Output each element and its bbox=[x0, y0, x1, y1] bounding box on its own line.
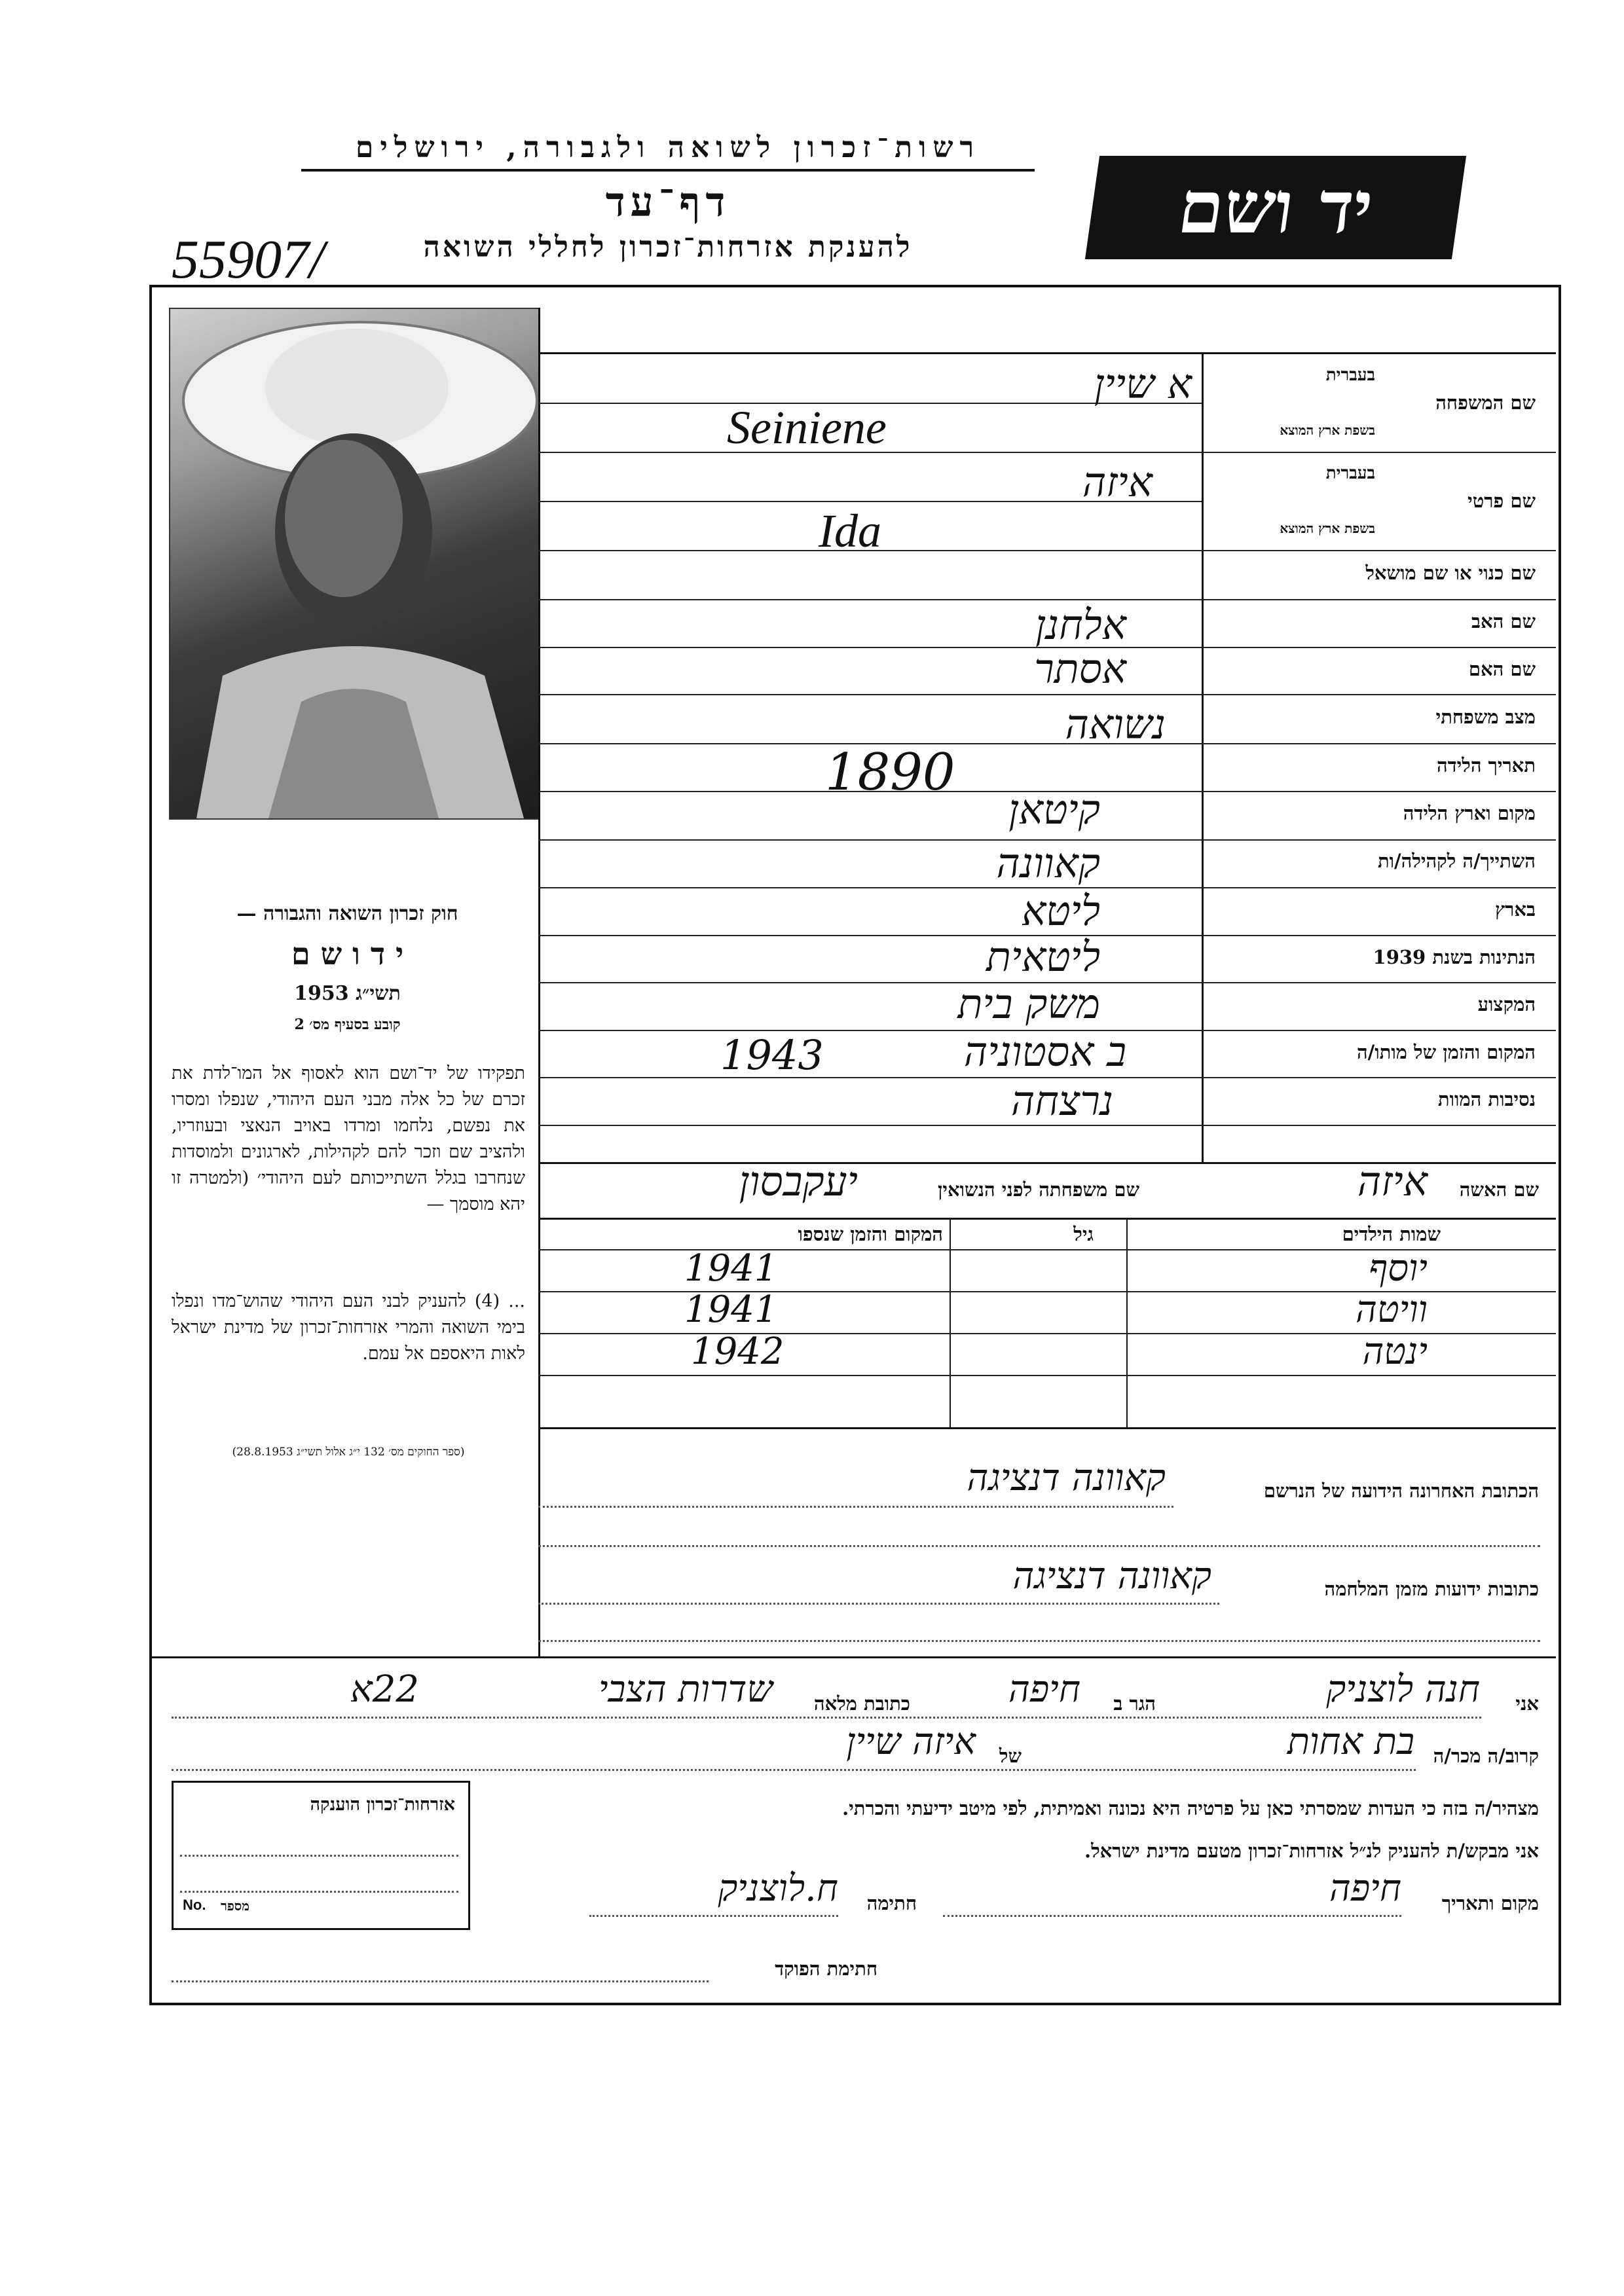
value-family-name-latin: Seiniene bbox=[727, 401, 887, 454]
children-line-4 bbox=[538, 1427, 1556, 1429]
box-dotline-1 bbox=[180, 1855, 458, 1857]
value-last-address: קאוונה דנציגה bbox=[967, 1457, 1166, 1499]
form-purpose: להענקת אזרחות־זכרון לחללי השואה bbox=[423, 230, 913, 264]
value-country: ליטא bbox=[1022, 887, 1100, 935]
top-row-line bbox=[538, 352, 1556, 354]
label-residing-in: הגר ב bbox=[1113, 1692, 1156, 1715]
label-given-origin: בשפת ארץ המוצא bbox=[1280, 520, 1375, 536]
label-profession: המקצוע bbox=[1477, 993, 1536, 1015]
officer-dotline bbox=[172, 1980, 709, 1982]
law-body-2: ... (4) להעניק לבני העם היהודי שהוש־מדו ונפלו בימי השואה והמרי אזרחות־זכרון של מדינת ישראל לאות היאספם אל עמם. bbox=[172, 1291, 525, 1364]
label-place-date: מקום ותאריך bbox=[1441, 1892, 1539, 1914]
value-birth-place: קיטאן bbox=[1008, 786, 1100, 833]
war-address-dotline-2 bbox=[538, 1640, 1540, 1642]
law-title: חוק זכרון השואה והגבורה — bbox=[236, 902, 458, 925]
value-father: אלחנן bbox=[1035, 601, 1126, 649]
box-no: No. bbox=[183, 1897, 206, 1913]
citizenship-granted-box bbox=[172, 1781, 470, 1930]
label-relative: קרוב/ה מכר/ה bbox=[1433, 1745, 1539, 1767]
stamp-number: 55907/ bbox=[172, 229, 325, 290]
law-name: י ד ו ש ם bbox=[291, 936, 404, 972]
value-relation: בת אחות bbox=[1287, 1721, 1414, 1763]
value-marital: נשואה bbox=[1065, 701, 1166, 748]
value-death-year: 1943 bbox=[720, 1031, 824, 1079]
value-mother: אסתר bbox=[1034, 645, 1126, 693]
label-mother: שם האם bbox=[1468, 658, 1536, 680]
wife-row-line bbox=[538, 1218, 1556, 1220]
label-signature: חתימה bbox=[866, 1892, 917, 1914]
value-witness-city: חיפה bbox=[1008, 1668, 1080, 1711]
witness-dotline bbox=[172, 1717, 1481, 1719]
label-last-address: הכתובת האחרונה הידועה של הנרשם bbox=[1263, 1480, 1539, 1502]
child-name-2: וויטה bbox=[1356, 1288, 1428, 1331]
last-address-dotline bbox=[538, 1506, 1173, 1508]
last-address-dotline-2 bbox=[538, 1545, 1540, 1547]
label-family-name: שם המשפחה bbox=[1435, 392, 1536, 414]
child-year-2: 1941 bbox=[684, 1288, 778, 1331]
label-community: השתייך/ה לקהילה/ות bbox=[1377, 850, 1536, 872]
label-wife-name: שם האשה bbox=[1459, 1178, 1539, 1201]
form-title: דף־עד bbox=[605, 178, 731, 226]
yad-vashem-logo: יד ושם bbox=[1085, 156, 1466, 259]
child-name-1: יוסף bbox=[1369, 1247, 1428, 1290]
header-underline bbox=[301, 169, 1035, 172]
field-label-divider bbox=[1202, 354, 1204, 1162]
value-signature: ח.לוצניק bbox=[718, 1867, 838, 1910]
law-body-1: תפקידו של יד־ושם הוא לאסוף אל המו־לדת את זכרם של כל אלה מבני העם היהודי, שנפלו ומסרו את נפשם, נלחמו ומרדו באויב הנאצי ובעוזריו, ולהציב שם וזכר להם לקהילות, לארגונים ולמוסדות שנחרבו בגלל השתייכותם לעם היהודי׳ (ולמטרה זו יהא מוסמך — bbox=[172, 1063, 525, 1214]
place-date-dotline bbox=[943, 1915, 1401, 1917]
label-war-addresses: כתובות ידועות מזמן המלחמה bbox=[1324, 1578, 1539, 1600]
value-witness-name: חנה לוצניק bbox=[1326, 1668, 1480, 1711]
address-section-bottom bbox=[149, 1656, 1556, 1658]
signature-dotline bbox=[589, 1915, 838, 1917]
value-given-name-hebrew: איזה bbox=[1082, 458, 1153, 506]
child-name-3: ינטה bbox=[1362, 1330, 1428, 1373]
value-citizenship: ליטאית bbox=[986, 933, 1100, 981]
box-dotline-2 bbox=[180, 1891, 458, 1893]
value-given-name-latin: Ida bbox=[819, 505, 881, 557]
value-death-place: ב אסטוניה bbox=[963, 1028, 1126, 1076]
declaration-line-1: מצהיר/ה בזה כי העדות שמסרתי כאן על פרטיה היא נכונה ואמיתית, לפי מיטב ידיעתי והכרתי. bbox=[842, 1797, 1539, 1819]
label-maiden-name: שם משפחתה לפני הנשואין bbox=[938, 1178, 1139, 1201]
label-birth-place: מקום וארץ הלידה bbox=[1403, 802, 1536, 824]
value-war-address: קאוונה דנציגה bbox=[1012, 1555, 1211, 1597]
value-wife-name: איזה bbox=[1357, 1157, 1428, 1205]
label-officer-signature: חתימת הפוקד bbox=[775, 1958, 877, 1980]
war-address-dotline bbox=[538, 1603, 1219, 1605]
label-family-hebrew: בעברית bbox=[1325, 365, 1375, 385]
row-line-1 bbox=[538, 452, 1556, 453]
law-clause: קובע בסעיף מס׳ 2 bbox=[294, 1016, 401, 1033]
header-children-names: שמות הילדים bbox=[1342, 1223, 1441, 1245]
label-birth-date: תאריך הלידה bbox=[1437, 754, 1536, 776]
value-maiden-name: יעקבסון bbox=[739, 1157, 858, 1205]
label-citizenship: הנתינות בשנת 1939 bbox=[1373, 946, 1536, 968]
declaration-line-2: אני מבקש/ת להעניק לנ״ל אזרחות־זכרון מטעם מדינת ישראל. bbox=[1084, 1840, 1539, 1862]
value-birth-date: 1890 bbox=[825, 743, 955, 802]
value-family-name-hebrew: א שיין bbox=[1094, 360, 1192, 408]
value-sign-place: חיפה bbox=[1329, 1867, 1401, 1910]
child-year-3: 1942 bbox=[691, 1330, 784, 1373]
label-of: של bbox=[999, 1745, 1022, 1767]
value-witness-street: שדרות הצבי bbox=[598, 1668, 773, 1711]
header-age: גיל bbox=[1073, 1223, 1094, 1245]
label-nickname: שם כנוי או שם מושאל bbox=[1365, 562, 1536, 584]
label-father: שם האב bbox=[1471, 610, 1536, 632]
box-number-label: מספר bbox=[221, 1898, 249, 1914]
law-year: תשי״ג 1953 bbox=[294, 982, 401, 1005]
box-title: אזרחות־זכרון הוענקה bbox=[310, 1795, 455, 1815]
label-given-hebrew: בעברית bbox=[1325, 464, 1375, 483]
label-death-circumstances: נסיבות המוות bbox=[1437, 1088, 1536, 1110]
label-death-place-time: המקום והזמן של מותו/ה bbox=[1356, 1041, 1536, 1063]
relative-dotline bbox=[172, 1769, 1416, 1771]
label-given-name: שם פרטי bbox=[1467, 490, 1536, 512]
label-marital: מצב משפחתי bbox=[1435, 706, 1536, 728]
authority-title: רשות־זכרון לשואה ולגבורה, ירושלים bbox=[355, 131, 981, 164]
row-line-3 bbox=[538, 599, 1556, 600]
value-profession: משק בית bbox=[957, 980, 1100, 1028]
value-community: קאוונה bbox=[996, 839, 1100, 887]
value-witness-number: 22א bbox=[350, 1668, 419, 1711]
header-children-death: המקום והזמן שנספו bbox=[798, 1223, 943, 1245]
label-family-origin: בשפת ארץ המוצא bbox=[1280, 422, 1375, 438]
label-full-address: כתובת מלאה bbox=[813, 1692, 910, 1715]
row-line-2 bbox=[538, 550, 1556, 551]
child-year-1: 1941 bbox=[684, 1247, 778, 1290]
children-line-3 bbox=[538, 1375, 1556, 1376]
law-source: (ספר החוקים מס׳ 132 י״ג אלול תשי״ג 28.8.1953) bbox=[232, 1446, 465, 1459]
row-line-5 bbox=[538, 694, 1556, 695]
label-country: בארץ bbox=[1495, 898, 1536, 920]
value-death-circumstances: נרצחה bbox=[1010, 1077, 1113, 1125]
label-i-am: אני bbox=[1515, 1692, 1539, 1715]
value-relation-of: איזה שיין bbox=[846, 1721, 976, 1763]
